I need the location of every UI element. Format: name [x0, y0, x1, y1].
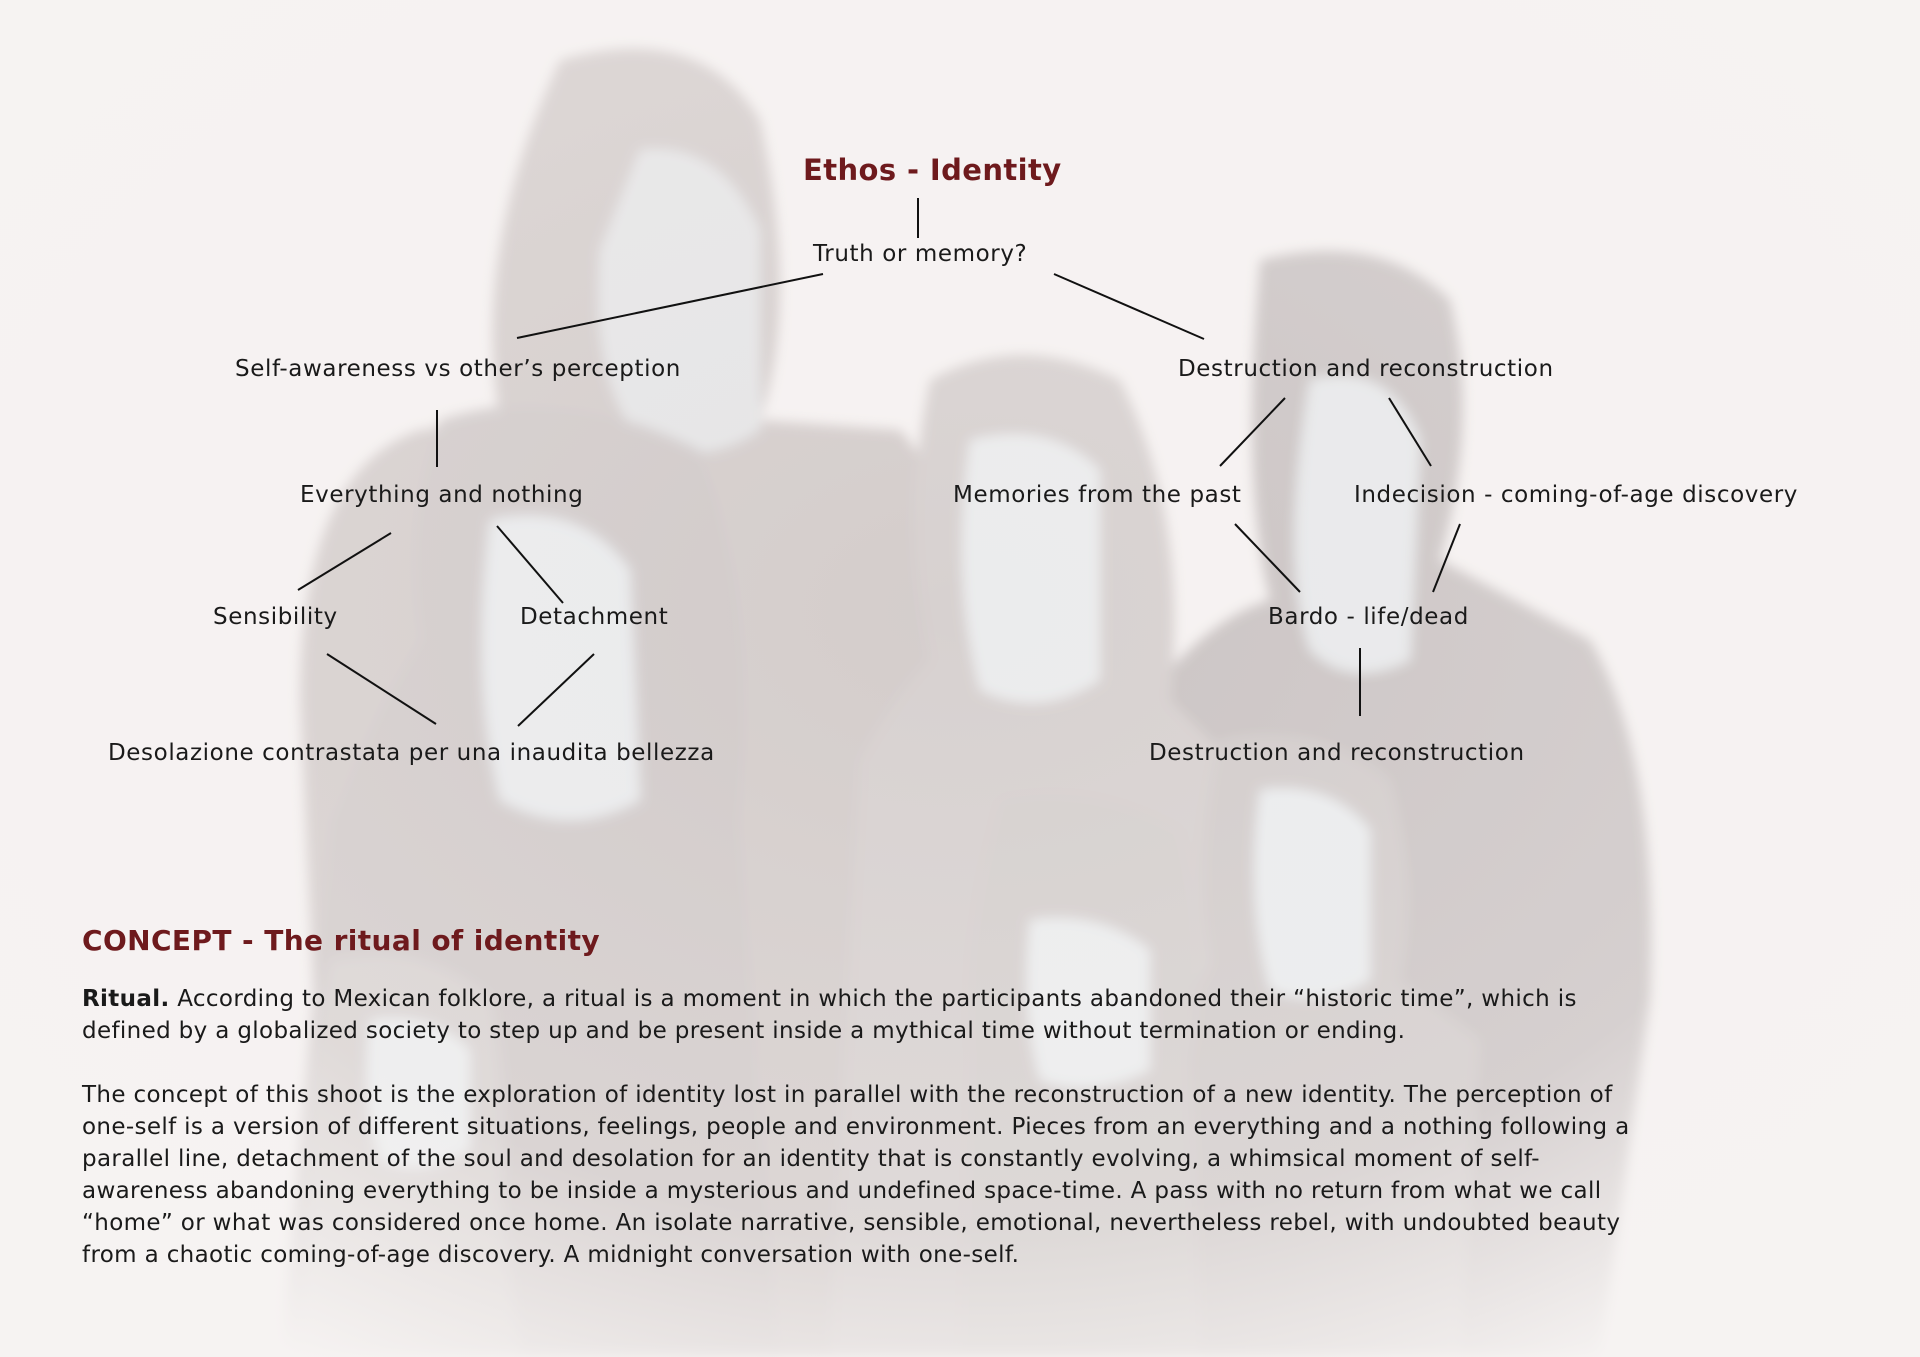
node-destruction-top: Destruction and reconstruction	[1178, 356, 1554, 382]
edge-truth-destruction	[1054, 274, 1204, 339]
edge-destruction-memories	[1220, 398, 1285, 466]
edge-indecision-bardo	[1433, 524, 1460, 592]
node-destruction-bottom: Destruction and reconstruction	[1149, 740, 1525, 766]
ritual-label: Ritual.	[82, 986, 170, 1012]
ritual-text: According to Mexican folklore, a ritual is a moment in which the participants abandoned their “historic time”, which is defined by a globalized society to step up and be present inside a mythical time without termination or ending.	[82, 986, 1577, 1044]
node-self-awareness: Self-awareness vs other’s perception	[235, 356, 681, 382]
edge-destruction-indecision	[1389, 398, 1431, 466]
ritual-paragraph	[82, 983, 1642, 1047]
edge-everything-detachment	[497, 526, 563, 603]
concept-title: CONCEPT - The ritual of identity	[82, 924, 601, 957]
node-truth-or-memory: Truth or memory?	[813, 241, 1028, 267]
node-sensibility: Sensibility	[213, 604, 338, 630]
node-indecision: Indecision - coming-of-age discovery	[1354, 482, 1798, 508]
diagram-root-title: Ethos - Identity	[803, 153, 1062, 187]
node-memories-from-past: Memories from the past	[953, 482, 1242, 508]
edge-truth-self	[517, 274, 823, 338]
edge-detachment-desolazione	[518, 654, 594, 726]
node-detachment: Detachment	[520, 604, 669, 630]
node-everything-and-nothing: Everything and nothing	[300, 482, 584, 508]
edge-memories-bardo	[1235, 524, 1300, 592]
edge-everything-sensibility	[298, 533, 391, 590]
concept-paragraph	[82, 1079, 1642, 1271]
edge-sensibility-desolazione	[327, 654, 436, 724]
node-bardo: Bardo - life/dead	[1268, 604, 1469, 630]
concept-paragraph-text: The concept of this shoot is the exploration of identity lost in parallel with the reconstruction of a new identity. The perception of one-self is a version of different situations, feelings, people and environment. Pieces from an everything and a nothing following a parallel line, detachment of the soul and desolation for an identity that is constantly evolving, a whimsical moment of self-awareness abandoning everything to be inside a mysterious and undefined space-time. A pass with no return from what we call “home” or what was considered once home. An isolate narrative, sensible, emotional, nevertheless rebel, with undoubted beauty from a chaotic coming-of-age discovery. A midnight conversation with one-self.	[82, 1082, 1630, 1268]
node-desolazione: Desolazione contrastata per una inaudita bellezza	[108, 740, 715, 766]
